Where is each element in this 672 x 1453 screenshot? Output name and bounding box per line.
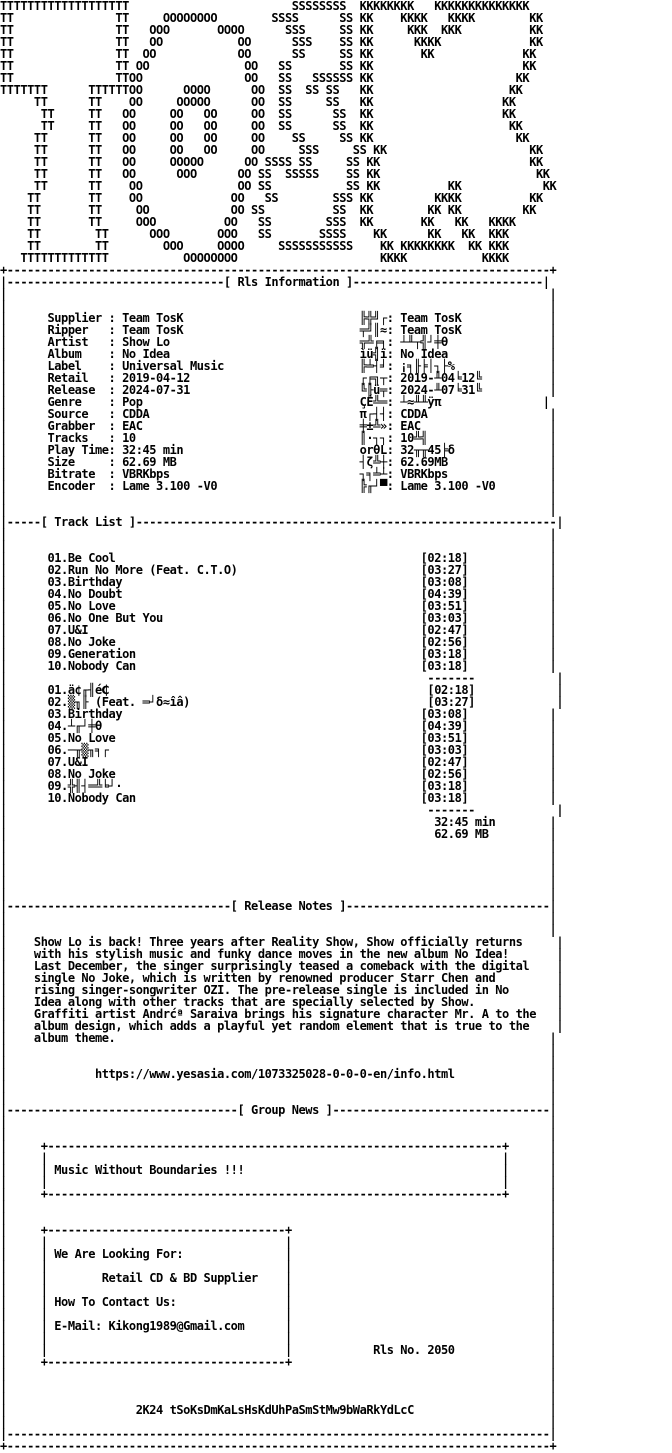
nfo-line: TT TT OO OO SSS SS KK KKKK KK xyxy=(0,35,543,49)
nfo-line: | 05.No Love [03:51] | xyxy=(0,731,557,745)
nfo-line: | | xyxy=(0,539,557,553)
nfo-line: | Retail : 2019-04-12 ┌╒╗┬: 2019-╨04╘12╚ | xyxy=(0,371,557,385)
nfo-line: | 01.Be Cool [02:18] | xyxy=(0,551,557,565)
nfo-line: | Grabber : EAC ╪±╩»: EAC | xyxy=(0,419,557,433)
nfo-line: |---------------------------------[ Release Notes ]------------------------------| xyxy=(0,899,557,913)
nfo-line: | | xyxy=(0,287,557,301)
nfo-line: | | | | xyxy=(0,1235,557,1249)
nfo-line: | 06.No One But You [03:03] | xyxy=(0,611,557,625)
nfo-line: | Label : Universal Music ╠╧┤╛: ¡╕╟╞│┐├% | xyxy=(0,359,557,373)
nfo-line: | | xyxy=(0,1127,557,1141)
nfo-line: TT TT OOO OOOO SSSSSSSSSSS KK KKKKKKKK KK KKK xyxy=(0,239,509,253)
nfo-line: | | Retail CD & BD Supplier | | xyxy=(0,1271,557,1285)
nfo-line: | 01.ä¢╓╢é₵ [02:18] | xyxy=(0,683,564,697)
nfo-line: | 62.69 MB | xyxy=(0,827,557,841)
nfo-line: +--------------------------------------------------------------------------------+ xyxy=(0,1439,557,1453)
nfo-line: | with his stylish music and funky dance moves in the new album No Idea! | xyxy=(0,947,564,961)
nfo-line: +--------------------------------------------------------------------------------+ xyxy=(0,263,557,277)
nfo-line: | | xyxy=(0,503,557,517)
nfo-line: | | How To Contact Us: | | xyxy=(0,1295,557,1309)
nfo-line: TT TT OOO OOO SS SSSS KK KK KK KKK xyxy=(0,227,509,241)
nfo-line: TT TT OO OOO OO SS SSSSS SS KK KK xyxy=(0,167,550,181)
nfo-line: TT TTOO OO SS SSSSSS KK KK xyxy=(0,71,530,85)
nfo-line: | | | | xyxy=(0,1307,557,1321)
nfo-line: | Source : CDDA π┌┤┤: CDDA | xyxy=(0,407,557,421)
nfo-line: | Tracks : 10 ║·┐┐: 10╩╣ | xyxy=(0,431,557,445)
nfo-line: TTTTTTTTTTTTT OOOOOOOO KKKK KKKK xyxy=(0,251,509,265)
nfo-line: | Supplier : Team TosK ╠╬╝┌: Team TosK | xyxy=(0,311,557,325)
nfo-line: TT TT OO OO SS SS KK KK KK xyxy=(0,179,557,193)
nfo-line: | | xyxy=(0,1091,557,1105)
nfo-line: | | xyxy=(0,839,557,853)
nfo-line: | +-----------------------------------+ | xyxy=(0,1223,557,1237)
nfo-line: | | xyxy=(0,491,557,505)
nfo-line: | | | | xyxy=(0,1283,557,1297)
nfo-line: TT TT OOO OO SS SSS KK KK KK KKKK xyxy=(0,215,516,229)
nfo-line: TT TT OO OO OO OO SS SS KK KK xyxy=(0,131,530,145)
nfo-line: | | xyxy=(0,851,557,865)
nfo-line: | | xyxy=(0,1211,557,1225)
nfo-line: | Idea along with other tracks that are specially selected by Show. | xyxy=(0,995,564,1009)
nfo-line: | | xyxy=(0,863,557,877)
nfo-line: TT TT OO OO OO OO SS SS KK KK xyxy=(0,119,523,133)
nfo-line: | | E-Mail: Kikong1989@Gmail.com | | xyxy=(0,1319,557,1333)
nfo-line: | | xyxy=(0,1367,557,1381)
nfo-line: | +-----------------------------------+ | xyxy=(0,1355,557,1369)
nfo-line: | 04.┴╓┘╪θ [04:39] | xyxy=(0,719,557,733)
nfo-line: | 10.Nobody Can [03:18] | xyxy=(0,791,557,805)
nfo-line: | 08.No Joke [02:56] | xyxy=(0,635,557,649)
nfo-line: | Artist : Show Lo ╦╩╒╕: ┴╨┬╣┘╪θ | xyxy=(0,335,557,349)
nfo-line: TTTTTTT TTTTTTOO OOOO OO SS SS SS KK KK xyxy=(0,83,523,97)
nfo-line: | Genre : Pop ÇÉ╩═: ┴≈╨╨ÿπ | xyxy=(0,395,550,409)
nfo-line: | | | | xyxy=(0,1331,557,1345)
nfo-line: TT TT OO OO SS SSS KK KKKK KK xyxy=(0,191,543,205)
nfo-line: |-----[ Track List ]--------------------------------------------------------------| xyxy=(0,515,564,529)
nfo-line: | | | Rls No. 2050 | xyxy=(0,1343,557,1357)
nfo-line: TT TT OO OO SS SS KK KK xyxy=(0,59,536,73)
nfo-line: | rising singer-songwriter OZI. The pre-release single is included in No | xyxy=(0,983,564,997)
nfo-line: | | We Are Looking For: | | xyxy=(0,1247,557,1261)
nfo-line: TT TT OO OO SS SS KK KK KK xyxy=(0,47,536,61)
nfo-line: | 10.Nobody Can [03:18] | xyxy=(0,659,557,673)
nfo-line: TTTTTTTTTTTTTTTTTTT SSSSSSSS KKKKKKKK KKKKKKKKKKKKKK xyxy=(0,0,530,13)
nfo-line: | | xyxy=(0,1115,557,1129)
nfo-line: | | | | xyxy=(0,1151,557,1165)
nfo-line: | | xyxy=(0,1391,557,1405)
nfo-line: | | xyxy=(0,911,557,925)
nfo-line: | | xyxy=(0,1415,557,1429)
nfo-line: | 07.U&I [02:47] | xyxy=(0,755,557,769)
nfo-line: | https://www.yesasia.com/1073325028-0-0-0-en/info.html | xyxy=(0,1067,557,1081)
nfo-line: | Play Time: 32:45 min orθL: 32╥╥45╞δ | xyxy=(0,443,557,457)
nfo-line: | Ripper : Team TosK ╤╝║≈: Team TosK | xyxy=(0,323,557,337)
nfo-line: | 09.╬╢┤═╩╘┘· [03:18] | xyxy=(0,779,557,793)
nfo-line: | ------- | xyxy=(0,671,564,685)
nfo-line: | | xyxy=(0,1043,557,1057)
nfo-line: | Size : 62.69 MB ┤ζ╩┼: 62.69MB | xyxy=(0,455,557,469)
nfo-line: | +-------------------------------------------------------------------+ | xyxy=(0,1139,557,1153)
nfo-line: | | Music Without Boundaries !!! | | xyxy=(0,1163,557,1177)
nfo-line: | | xyxy=(0,1055,557,1069)
nfo-line: TT TT OOOOOOOO SSSS SS KK KKKK KKKK KK xyxy=(0,11,543,25)
nfo-line: TT TT OOO OOOO SSS SS KK KKK KKK KK xyxy=(0,23,543,37)
nfo-line: | 09.Generation [03:18] | xyxy=(0,647,557,661)
nfo-line: | album theme. | xyxy=(0,1031,557,1045)
nfo-line: TT TT OO OO OO OO SS SS KK KK xyxy=(0,107,516,121)
nfo-line: | | xyxy=(0,923,557,937)
nfo-line: | +-------------------------------------------------------------------+ | xyxy=(0,1187,557,1201)
nfo-line: | 04.No Doubt [04:39] | xyxy=(0,587,557,601)
nfo-line: TT TT OO OOOOO OO SSSS SS SS KK KK xyxy=(0,155,543,169)
nfo-line: | 03.Birthday [03:08] | xyxy=(0,707,557,721)
nfo-line: |----------------------------------[ Group News ]--------------------------------| xyxy=(0,1103,557,1117)
nfo-line: | | xyxy=(0,875,557,889)
nfo-line: |--------------------------------------------------------------------------------| xyxy=(0,1427,557,1441)
nfo-line: TT TT OO OOOOO OO SS SS KK KK xyxy=(0,95,516,109)
nfo-line: | 03.Birthday [03:08] | xyxy=(0,575,557,589)
nfo-line: | 02.▒╖╟ (Feat. ═┘δ≈îâ) [03:27] | xyxy=(0,695,564,709)
nfo-line: | | xyxy=(0,1079,557,1093)
nfo-line: | 2K24 tSoKsDmKaLsHsKdUhPaSmStMw9bWaRkYdLcC | xyxy=(0,1403,557,1417)
nfo-line: | | xyxy=(0,299,557,313)
nfo-line: | 05.No Love [03:51] | xyxy=(0,599,557,613)
nfo-line: | 08.No Joke [02:56] | xyxy=(0,767,557,781)
nfo-line: | | xyxy=(0,527,557,541)
nfo-line: | ------- | xyxy=(0,803,564,817)
nfo-line: | Graffiti artist Andrćª Saraiva brings his signature character Mr. A to the | xyxy=(0,1007,564,1021)
nfo-line: | 02.Run No More (Feat. C.T.O) [03:27] | xyxy=(0,563,557,577)
nfo-line: | | xyxy=(0,1199,557,1213)
nfo-line: |--------------------------------[ Rls Information ]----------------------------| xyxy=(0,275,550,289)
nfo-line: | 32:45 min | xyxy=(0,815,557,829)
nfo-line: | album design, which adds a playful yet random element that is true to the | xyxy=(0,1019,564,1033)
nfo-line: | Release : 2024-07-31 ╚╟ü╤: 2024-╨07╘31╚ | xyxy=(0,383,557,397)
nfo-line: TT TT OO OO SS SS KK KK KK KK xyxy=(0,203,536,217)
nfo-line: | | | | xyxy=(0,1175,557,1189)
nfo-line: | 07.U&I [02:47] | xyxy=(0,623,557,637)
nfo-line: | Show Lo is back! Three years after Reality Show, Show officially returns | xyxy=(0,935,564,949)
nfo-line: | | xyxy=(0,887,557,901)
nfo-line: | Last December, the singer surprisingly teased a comeback with the digital | xyxy=(0,959,564,973)
nfo-line: | | xyxy=(0,1379,557,1393)
nfo-line: TT TT OO OO OO OO SSS SS KK KK xyxy=(0,143,543,157)
nfo-line: | | | | xyxy=(0,1259,557,1273)
nfo-line: | Bitrate : VBRKbps ┐╕╧┴: VBRKbps | xyxy=(0,467,557,481)
nfo-line: | Album : No Idea ìü╣ï: No Idea | xyxy=(0,347,557,361)
nfo-line: | single No Joke, which is written by renowned producer Starr Chen and | xyxy=(0,971,564,985)
nfo-line: | Encoder : Lame 3.100 -V0 ╠╓┘▀: Lame 3.100 -V0 | xyxy=(0,479,557,493)
nfo-line: | 06.─╥▒╖╕┌ [03:03] | xyxy=(0,743,557,757)
